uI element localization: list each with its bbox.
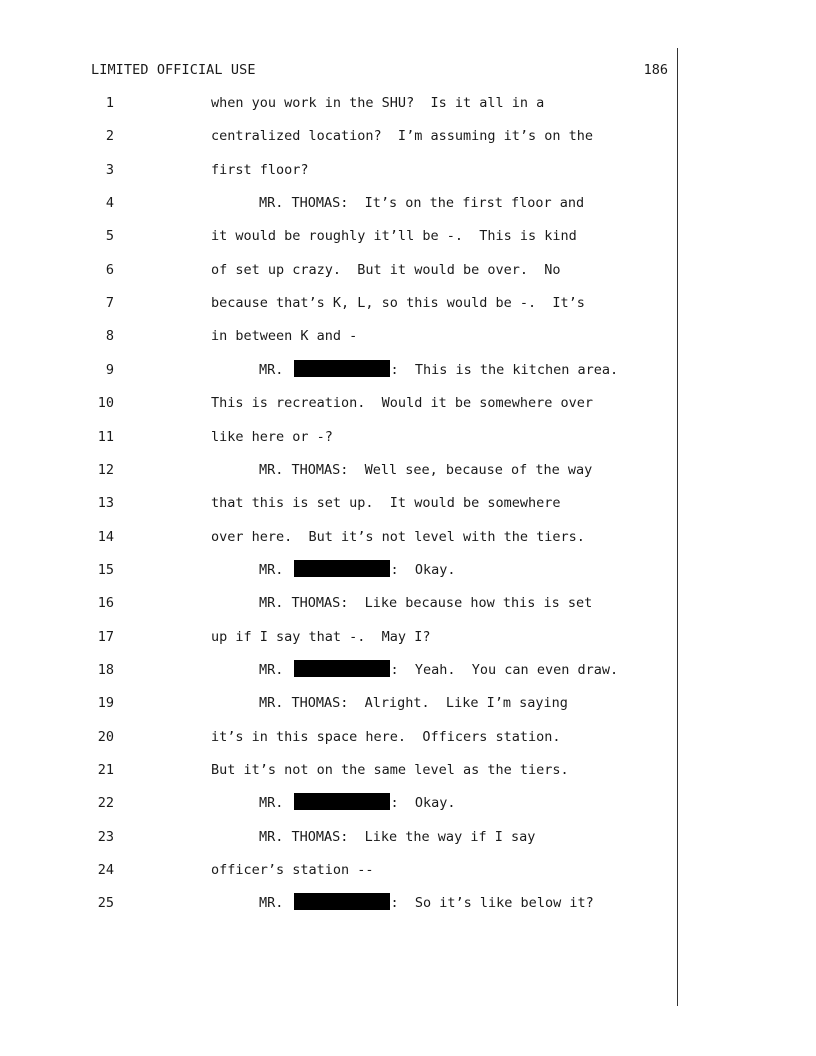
transcript-line	[0, 560, 816, 580]
line-text: in between K and -	[211, 328, 358, 344]
transcript-line	[0, 860, 816, 880]
line-text: up if I say that -. May I?	[211, 629, 431, 645]
redaction-box	[294, 793, 390, 810]
line-text: MR. THOMAS: It’s on the first floor and	[259, 195, 585, 211]
line-number: 5	[105, 228, 114, 244]
line-number: 17	[97, 629, 114, 645]
transcript-line	[0, 660, 816, 680]
line-text: like here or -?	[211, 429, 333, 445]
spoken-text: : Okay.	[390, 562, 456, 578]
transcript-line	[0, 93, 816, 113]
transcript-line	[0, 593, 816, 613]
line-text: it would be roughly it’ll be -. This is kind	[211, 228, 577, 244]
line-text	[259, 360, 618, 380]
transcript-line	[0, 160, 816, 180]
line-text: when you work in the SHU? Is it all in a	[211, 95, 545, 111]
transcript-line	[0, 226, 816, 246]
transcript-line	[0, 360, 816, 380]
line-number: 14	[97, 529, 114, 545]
line-text: that this is set up. It would be somewhere	[211, 495, 561, 511]
redaction-box	[294, 893, 390, 910]
transcript-line	[0, 460, 816, 480]
line-number: 9	[105, 362, 114, 378]
line-number: 7	[105, 295, 114, 311]
speaker-prefix: MR.	[259, 895, 292, 911]
transcript-line	[0, 427, 816, 447]
speaker-prefix: MR.	[259, 662, 292, 678]
line-text	[259, 660, 618, 680]
transcript-line	[0, 760, 816, 780]
line-text	[259, 560, 456, 580]
speaker-prefix: MR.	[259, 562, 292, 578]
line-number: 4	[105, 195, 114, 211]
line-text: because that’s K, L, so this would be -. It’s	[211, 295, 585, 311]
line-text: centralized location? I’m assuming it’s on the	[211, 128, 594, 144]
line-text: But it’s not on the same level as the tiers.	[211, 762, 569, 778]
line-text: of set up crazy. But it would be over. No	[211, 262, 561, 278]
transcript-line	[0, 827, 816, 847]
transcript-line	[0, 627, 816, 647]
transcript-line	[0, 527, 816, 547]
line-text: MR. THOMAS: Well see, because of the way	[259, 462, 593, 478]
redaction-box	[294, 660, 390, 677]
transcript-line	[0, 293, 816, 313]
transcript-line	[0, 727, 816, 747]
speaker-prefix: MR.	[259, 795, 292, 811]
line-number: 23	[97, 829, 114, 845]
spoken-text: : Okay.	[390, 795, 456, 811]
line-text	[259, 893, 594, 913]
spoken-text: : Yeah. You can even draw.	[390, 662, 619, 678]
line-number: 21	[97, 762, 114, 778]
line-number: 22	[97, 795, 114, 811]
line-number: 2	[105, 128, 114, 144]
line-number: 10	[97, 395, 114, 411]
page-number: 186	[643, 62, 668, 78]
transcript-line	[0, 193, 816, 213]
transcript-line	[0, 793, 816, 813]
transcript-line	[0, 493, 816, 513]
transcript-line	[0, 326, 816, 346]
spoken-text: : So it’s like below it?	[390, 895, 594, 911]
transcript-line	[0, 393, 816, 413]
line-number: 8	[105, 328, 114, 344]
line-text	[259, 793, 456, 813]
speaker-prefix: MR.	[259, 362, 292, 378]
line-text: over here. But it’s not level with the tiers.	[211, 529, 585, 545]
line-number: 6	[105, 262, 114, 278]
transcript-line	[0, 693, 816, 713]
line-text: MR. THOMAS: Like the way if I say	[259, 829, 536, 845]
line-text: MR. THOMAS: Alright. Like I’m saying	[259, 695, 568, 711]
line-text: it’s in this space here. Officers station.	[211, 729, 561, 745]
transcript-line	[0, 260, 816, 280]
redaction-box	[294, 560, 390, 577]
line-text: officer’s station --	[211, 862, 374, 878]
line-text: MR. THOMAS: Like because how this is set	[259, 595, 593, 611]
line-text: first floor?	[211, 162, 309, 178]
spoken-text: : This is the kitchen area.	[390, 362, 619, 378]
line-number: 11	[97, 429, 114, 445]
line-text: This is recreation. Would it be somewhere over	[211, 395, 594, 411]
line-number: 19	[97, 695, 114, 711]
line-number: 1	[105, 95, 114, 111]
transcript-line	[0, 126, 816, 146]
line-number: 13	[97, 495, 114, 511]
redaction-box	[294, 360, 390, 377]
line-number: 15	[97, 562, 114, 578]
line-number: 16	[97, 595, 114, 611]
line-number: 18	[97, 662, 114, 678]
line-number: 20	[97, 729, 114, 745]
line-number: 3	[105, 162, 114, 178]
line-number: 24	[97, 862, 114, 878]
line-number: 25	[97, 895, 114, 911]
classification-header: LIMITED OFFICIAL USE	[91, 62, 256, 78]
transcript-line	[0, 893, 816, 913]
line-number: 12	[97, 462, 114, 478]
